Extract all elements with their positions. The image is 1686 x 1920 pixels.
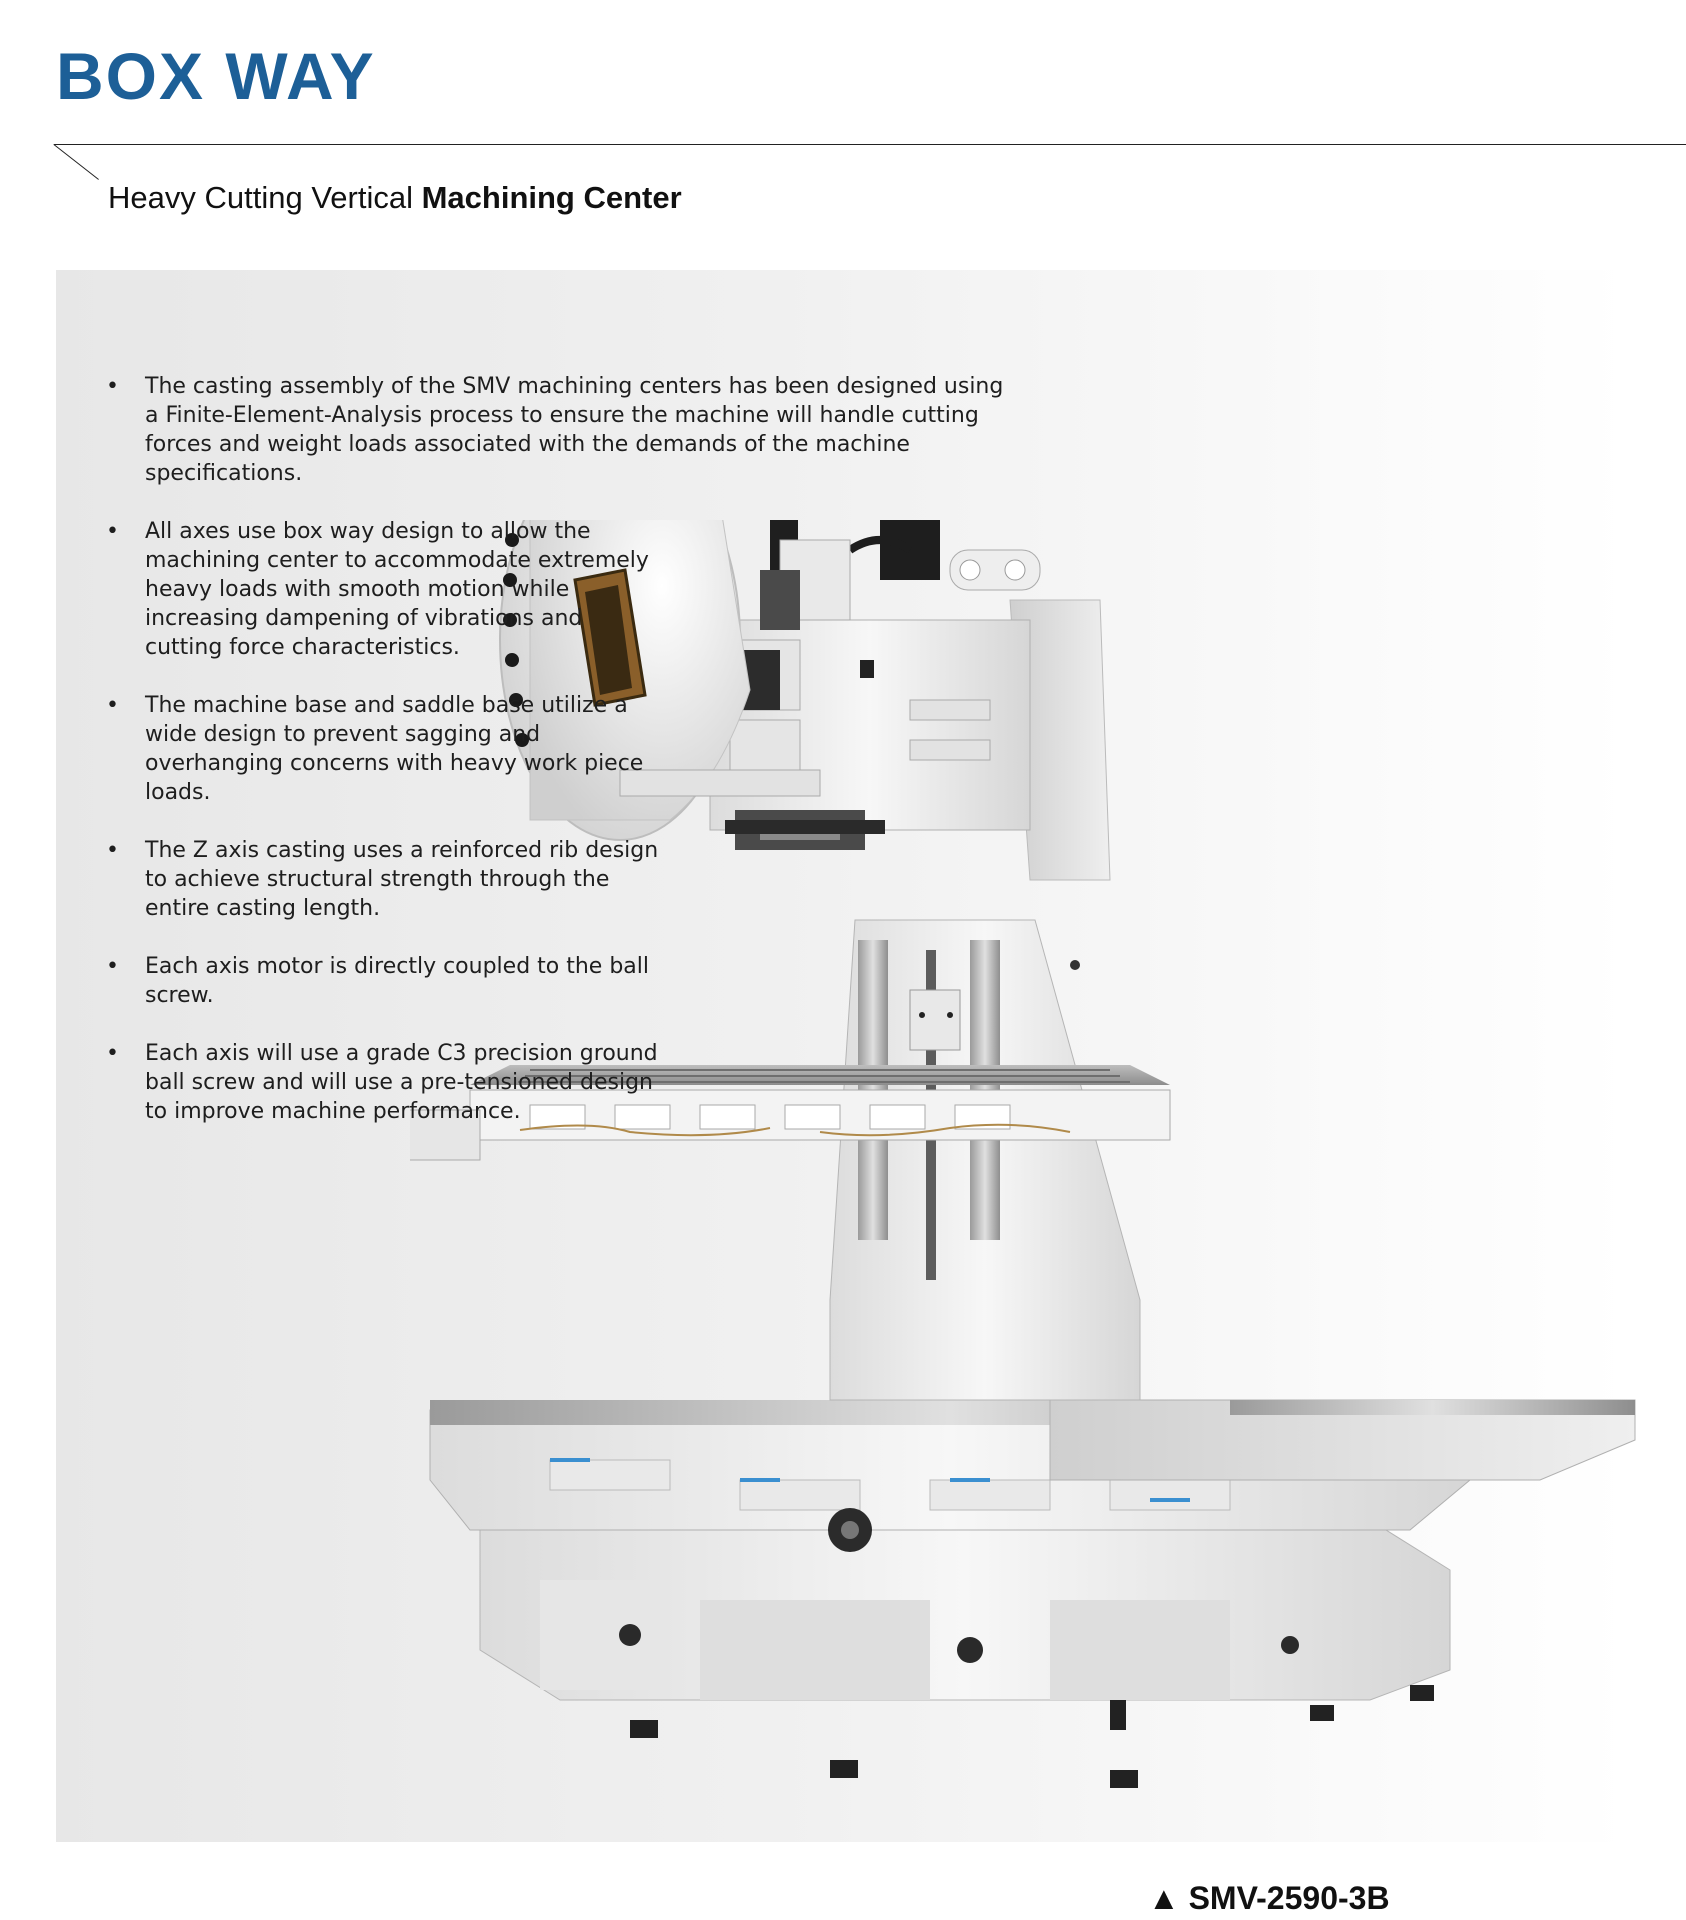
model-caption <box>1148 1880 1390 1917</box>
feature-item <box>100 691 665 807</box>
bullet-icon: • <box>106 374 119 399</box>
page-subtitle <box>108 180 682 216</box>
feature-text: The casting assembly of the SMV machining centers has been designed using a Finite-Element-Analysis process to ensure the machine will handle cutting forces and weight loads associated with the demands of the machine specifications. <box>145 374 1004 486</box>
feature-text: All axes use box way design to allow the machining center to accommodate extremely heavy loads with smooth motion while increasing dampening of vibrations and cutting force characteristics. <box>145 519 649 660</box>
header-rule-diagonal <box>53 144 99 180</box>
feature-list <box>100 372 1004 1155</box>
feature-text: The Z axis casting uses a reinforced rib design to achieve structural strength through the entire casting length. <box>145 838 659 921</box>
triangle-up-icon: ▲ <box>1148 1880 1180 1916</box>
feature-item <box>100 517 665 662</box>
feature-item <box>100 836 665 923</box>
page-title: BOX WAY <box>56 39 376 113</box>
subtitle-regular: Heavy Cutting Vertical <box>108 180 422 215</box>
feature-item <box>100 952 665 1010</box>
feature-item <box>100 372 1005 488</box>
bullet-icon: • <box>106 954 119 979</box>
bullet-icon: • <box>106 838 119 863</box>
subtitle-bold: Machining Center <box>421 180 682 215</box>
model-name: SMV-2590-3B <box>1188 1880 1390 1916</box>
bullet-icon: • <box>106 519 119 544</box>
feature-text: The machine base and saddle base utilize a wide design to prevent sagging and overhanging concerns with heavy work piece loads. <box>145 693 644 805</box>
bullet-icon: • <box>106 693 119 718</box>
feature-text: Each axis will use a grade C3 precision ground ball screw and will use a pre-tensioned design to improve machine performance. <box>145 1041 658 1124</box>
feature-item <box>100 1039 665 1126</box>
bullet-icon: • <box>106 1041 119 1066</box>
header-rule <box>54 144 1686 145</box>
feature-text: Each axis motor is directly coupled to the ball screw. <box>145 954 650 1008</box>
